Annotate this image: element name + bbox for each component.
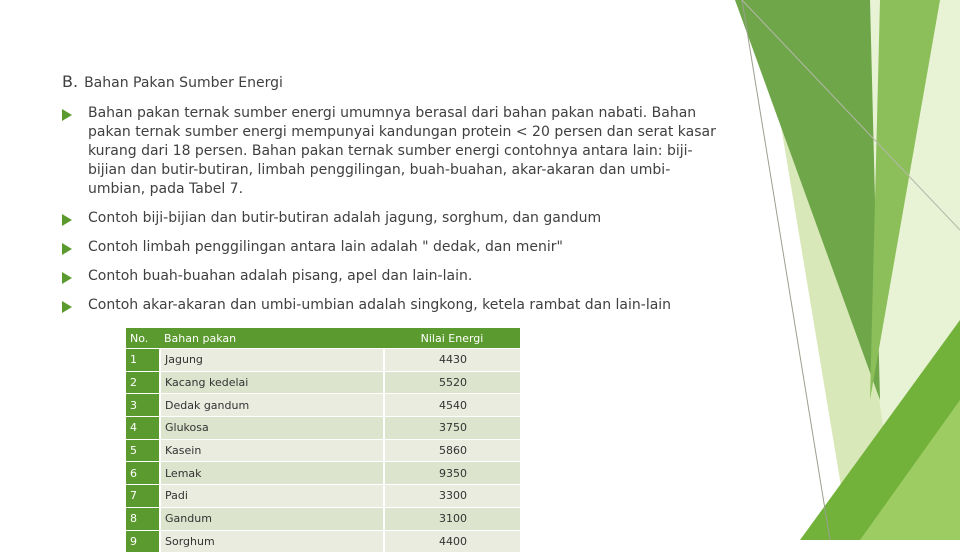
bullet-arrow-icon — [62, 214, 72, 226]
bullet-arrow-icon — [62, 109, 72, 121]
bullet-text: Contoh buah-buahan adalah pisang, apel dan lain-lain. — [88, 268, 473, 284]
cell-name: Dedak gandum — [160, 394, 384, 417]
cell-name: Jagung — [160, 349, 384, 372]
cell-value: 5520 — [384, 371, 520, 394]
cell-value: 9350 — [384, 462, 520, 485]
table-row — [126, 530, 520, 553]
cell-name: Gandum — [160, 507, 384, 530]
table-row — [126, 507, 520, 530]
cell-name: Sorghum — [160, 530, 384, 553]
cell-value: 5860 — [384, 439, 520, 462]
header-no: No. — [126, 328, 160, 349]
section-title: Bahan Pakan Sumber Energi — [84, 75, 283, 91]
bullet-arrow-icon — [62, 272, 72, 284]
cell-no: 9 — [126, 530, 160, 553]
table-row — [126, 371, 520, 394]
cell-value: 4400 — [384, 530, 520, 553]
cell-no: 7 — [126, 485, 160, 508]
table-row — [126, 439, 520, 462]
bullet-arrow-icon — [62, 243, 72, 255]
cell-no: 2 — [126, 371, 160, 394]
bullet-item — [62, 209, 722, 228]
table-row — [126, 349, 520, 372]
table-row — [126, 394, 520, 417]
bullet-text: Bahan pakan ternak sumber energi umumnya berasal dari bahan pakan nabati. Bahan pakan ternak sumber energi mempunyai kandungan protein < 20 persen dan serat kasar kurang dari 18 persen. Bahan pakan ternak sumber energi contohnya antara lain: biji-bijian dan butir-butiran, limbah penggilingan, buah-buahan, akar-akaran dan umbi-umbian, pada Tabel 7. — [88, 105, 716, 197]
table-row — [126, 462, 520, 485]
cell-no: 1 — [126, 349, 160, 372]
header-name: Bahan pakan — [160, 328, 384, 349]
bullet-item — [62, 296, 722, 315]
section-heading — [62, 72, 283, 91]
cell-no: 5 — [126, 439, 160, 462]
table-row — [126, 485, 520, 508]
cell-value: 4540 — [384, 394, 520, 417]
cell-value: 3750 — [384, 417, 520, 440]
cell-name: Glukosa — [160, 417, 384, 440]
cell-name: Lemak — [160, 462, 384, 485]
cell-no: 4 — [126, 417, 160, 440]
header-value: Nilai Energi — [384, 328, 520, 349]
cell-name: Padi — [160, 485, 384, 508]
cell-value: 3300 — [384, 485, 520, 508]
cell-name: Kacang kedelai — [160, 371, 384, 394]
section-letter: B. — [62, 72, 79, 91]
bullet-list — [62, 104, 722, 315]
cell-name: Kasein — [160, 439, 384, 462]
cell-no: 3 — [126, 394, 160, 417]
bullet-item — [62, 238, 722, 257]
bullet-item — [62, 267, 722, 286]
table-header-row — [126, 328, 520, 349]
cell-no: 8 — [126, 507, 160, 530]
cell-value: 4430 — [384, 349, 520, 372]
bullet-text: Contoh akar-akaran dan umbi-umbian adalah singkong, ketela rambat dan lain-lain — [88, 297, 672, 313]
bullet-item — [62, 104, 722, 199]
cell-value: 3100 — [384, 507, 520, 530]
table-row — [126, 417, 520, 440]
bullet-arrow-icon — [62, 301, 72, 313]
deco-shape-mid — [735, 0, 880, 400]
energy-table — [126, 328, 520, 553]
bullet-text: Contoh biji-bijian dan butir-butiran adalah jagung, sorghum, dan gandum — [88, 210, 602, 226]
bullet-text: Contoh limbah penggilingan antara lain adalah " dedak, dan menir" — [88, 239, 563, 255]
cell-no: 6 — [126, 462, 160, 485]
